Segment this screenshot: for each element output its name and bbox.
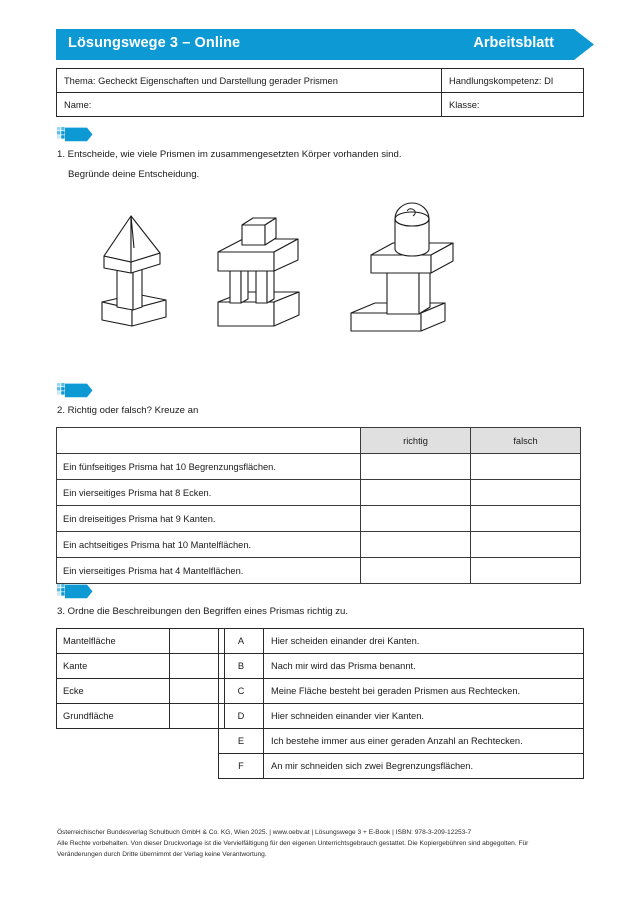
competence-cell: Handlungskompetenz: DI bbox=[442, 69, 584, 93]
task-marker-icon bbox=[57, 383, 97, 398]
figure-pyramid-on-column bbox=[78, 214, 203, 341]
description-text: Hier schneiden einander vier Kanten. bbox=[264, 704, 584, 729]
table-row bbox=[219, 754, 584, 779]
richtig-checkbox-cell[interactable] bbox=[361, 506, 471, 532]
info-table bbox=[56, 68, 584, 117]
description-key: F bbox=[219, 754, 264, 779]
falsch-checkbox-cell[interactable] bbox=[471, 480, 581, 506]
theme-cell: Thema: Gecheckt Eigenschaften und Darstellung gerader Prismen bbox=[57, 69, 442, 93]
table-row bbox=[219, 704, 584, 729]
description-text: Hier scheiden einander drei Kanten. bbox=[264, 629, 584, 654]
table-row bbox=[57, 629, 225, 654]
description-text: Meine Fläche besteht bei geraden Prismen aus Rechtecken. bbox=[264, 679, 584, 704]
falsch-checkbox-cell[interactable] bbox=[471, 506, 581, 532]
richtig-checkbox-cell[interactable] bbox=[361, 558, 471, 584]
statement-cell: Ein dreiseitiges Prisma hat 9 Kanten. bbox=[57, 506, 361, 532]
figure-cube-on-double-column bbox=[198, 214, 328, 341]
description-key: A bbox=[219, 629, 264, 654]
table-row bbox=[57, 69, 584, 93]
table-header-row bbox=[57, 428, 581, 454]
table-row bbox=[57, 679, 225, 704]
term-cell: Kante bbox=[57, 654, 170, 679]
term-answer-cell[interactable] bbox=[170, 654, 225, 679]
statement-cell: Ein vierseitiges Prisma hat 8 Ecken. bbox=[57, 480, 361, 506]
name-field-cell[interactable]: Name: bbox=[57, 93, 442, 117]
table-row bbox=[219, 654, 584, 679]
description-key: E bbox=[219, 729, 264, 754]
task-marker-icon-2 bbox=[57, 383, 97, 398]
table-row bbox=[57, 454, 581, 480]
figure-cylinder-on-column bbox=[333, 201, 473, 346]
table-row bbox=[57, 654, 225, 679]
footer bbox=[57, 828, 587, 861]
task3-prompt: 3. Ordne die Beschreibungen den Begriffen eines Prismas richtig zu. bbox=[57, 606, 348, 617]
task1-subprompt: Begründe deine Entscheidung. bbox=[68, 169, 200, 180]
table-row bbox=[57, 93, 584, 117]
falsch-checkbox-cell[interactable] bbox=[471, 558, 581, 584]
term-cell: Grundfläche bbox=[57, 704, 170, 729]
task-marker-icon-3 bbox=[57, 584, 97, 599]
task1-figure-group bbox=[56, 198, 584, 348]
sheet-type-badge: Arbeitsblatt bbox=[473, 35, 554, 51]
table-row bbox=[57, 558, 581, 584]
header-banner bbox=[56, 29, 594, 60]
richtig-checkbox-cell[interactable] bbox=[361, 480, 471, 506]
table-row bbox=[57, 480, 581, 506]
table-row bbox=[219, 629, 584, 654]
page-title: Lösungswege 3 – Online bbox=[68, 35, 241, 51]
richtig-checkbox-cell[interactable] bbox=[361, 454, 471, 480]
footer-line-rights-1: Alle Rechte vorbehalten. Von dieser Druckvorlage ist die Vervielfältigung für den eigenen Unterrichtsgebrauch gestattet. Die Kopiergebühren sind abgegolten. Für bbox=[57, 839, 529, 847]
table-row bbox=[57, 532, 581, 558]
task2-table bbox=[56, 427, 581, 584]
task-marker-icon bbox=[57, 584, 97, 599]
term-cell: Ecke bbox=[57, 679, 170, 704]
description-text: An mir schneiden sich zwei Begrenzungsflächen. bbox=[264, 754, 584, 779]
description-text: Nach mir wird das Prisma benannt. bbox=[264, 654, 584, 679]
class-field-cell[interactable]: Klasse: bbox=[442, 93, 584, 117]
table-row bbox=[219, 729, 584, 754]
task3-descriptions-table bbox=[218, 628, 584, 779]
description-text: Ich bestehe immer aus einer geraden Anzahl an Rechtecken. bbox=[264, 729, 584, 754]
richtig-checkbox-cell[interactable] bbox=[361, 532, 471, 558]
statement-cell: Ein fünfseitiges Prisma hat 10 Begrenzungsflächen. bbox=[57, 454, 361, 480]
description-key: D bbox=[219, 704, 264, 729]
term-cell: Mantelfläche bbox=[57, 629, 170, 654]
falsch-checkbox-cell[interactable] bbox=[471, 454, 581, 480]
term-answer-cell[interactable] bbox=[170, 629, 225, 654]
task3-terms-table bbox=[56, 628, 225, 729]
figure-cylinder-on-column-icon bbox=[333, 201, 473, 341]
falsch-checkbox-cell[interactable] bbox=[471, 532, 581, 558]
task2-prompt: 2. Richtig oder falsch? Kreuze an bbox=[57, 405, 199, 416]
table-row bbox=[219, 679, 584, 704]
statement-header bbox=[57, 428, 361, 454]
statement-cell: Ein achtseitiges Prisma hat 10 Mantelflächen. bbox=[57, 532, 361, 558]
figure-pyramid-on-column-icon bbox=[78, 214, 203, 336]
table-row bbox=[57, 704, 225, 729]
term-answer-cell[interactable] bbox=[170, 679, 225, 704]
table-row bbox=[57, 506, 581, 532]
falsch-header: falsch bbox=[471, 428, 581, 454]
task-marker-icon-1 bbox=[57, 127, 97, 142]
richtig-header: richtig bbox=[361, 428, 471, 454]
footer-line-publisher: Österreichischer Bundesverlag Schulbuch GmbH & Co. KG, Wien 2025. | www.oebv.at | Lösungswege 3 + E-Book | ISBN: 978-3-209-12253-7 bbox=[57, 829, 472, 836]
description-key: B bbox=[219, 654, 264, 679]
footer-line-rights-2: Veränderungen durch Dritte übernimmt der Verlag keine Verantwortung. bbox=[57, 850, 267, 858]
task-marker-icon bbox=[57, 127, 97, 142]
term-answer-cell[interactable] bbox=[170, 704, 225, 729]
figure-cube-on-double-column-icon bbox=[198, 214, 328, 336]
description-key: C bbox=[219, 679, 264, 704]
task1-prompt: 1. Entscheide, wie viele Prismen im zusammengesetzten Körper vorhanden sind. bbox=[57, 149, 402, 160]
statement-cell: Ein vierseitiges Prisma hat 4 Mantelflächen. bbox=[57, 558, 361, 584]
